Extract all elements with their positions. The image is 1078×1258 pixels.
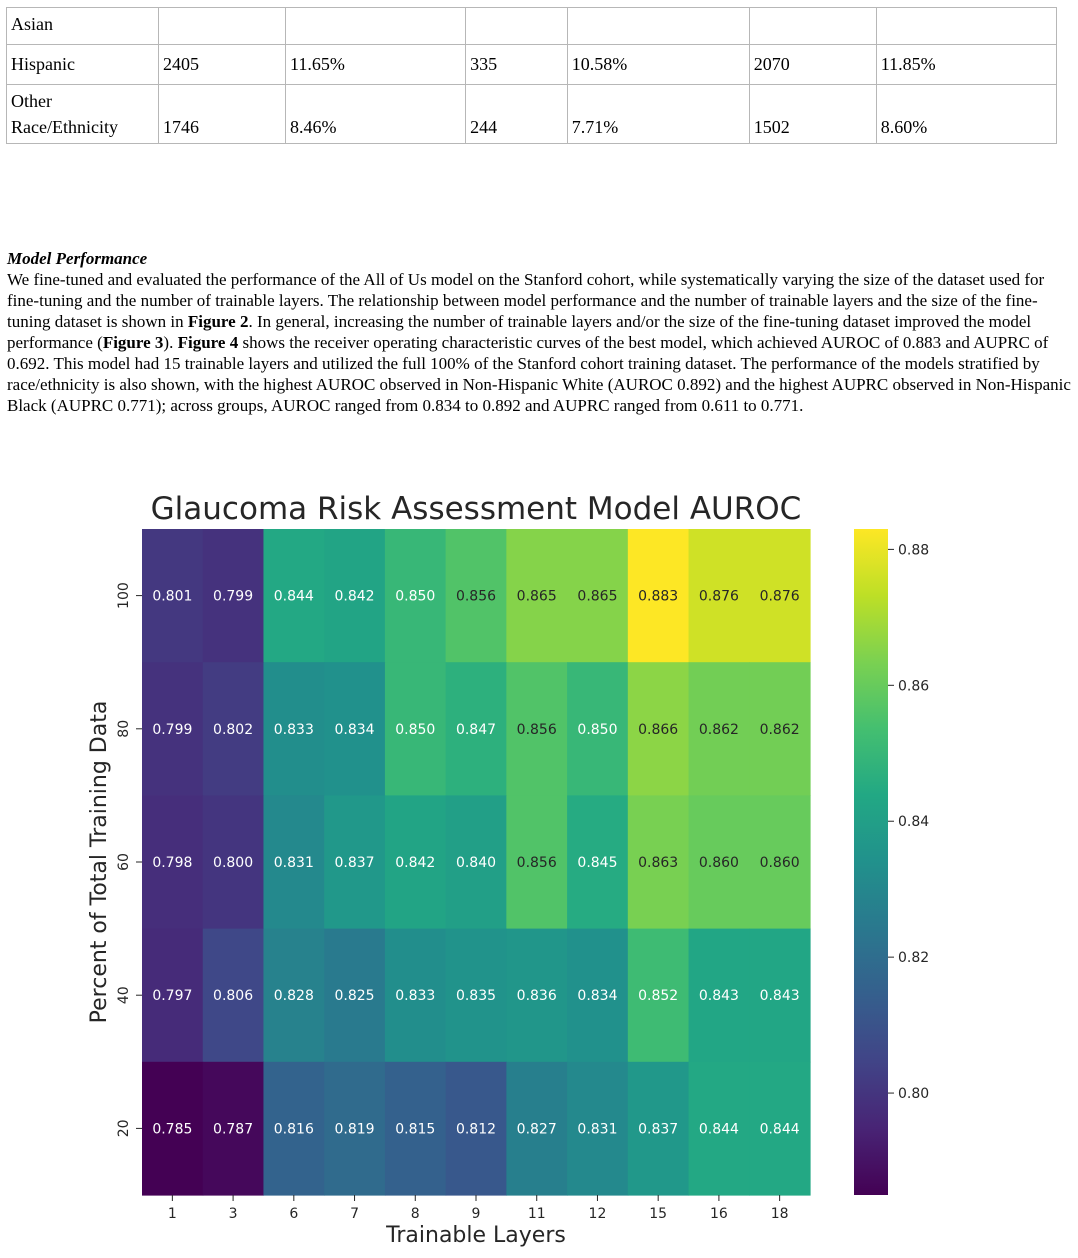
table-row <box>7 85 1057 144</box>
x-tick-label: 16 <box>709 1206 728 1222</box>
paragraph-text: ). <box>163 333 178 352</box>
table-cell: 335 <box>466 45 568 85</box>
y-tick-label: 100 <box>116 582 132 609</box>
cell-value-label: 0.876 <box>759 588 800 605</box>
section-paragraph <box>7 269 1073 416</box>
cell-value-label: 0.828 <box>273 988 314 1005</box>
x-tick-label: 8 <box>410 1206 420 1222</box>
cell-value-label: 0.845 <box>577 855 618 871</box>
figure-2-ref: Figure 2 <box>187 312 249 331</box>
cell-value-label: 0.837 <box>334 855 375 871</box>
table-cell <box>159 8 286 45</box>
cell-value-label: 0.883 <box>638 588 679 605</box>
cell-value-label: 0.844 <box>759 1121 800 1138</box>
cell-value-label: 0.801 <box>152 588 193 605</box>
cell-value-label: 0.802 <box>213 721 254 738</box>
cell-value-label: 0.827 <box>516 1121 557 1138</box>
cell-value-label: 0.785 <box>152 1121 193 1138</box>
cell-value-label: 0.844 <box>698 1121 739 1138</box>
cell-value-label: 0.833 <box>395 988 436 1005</box>
demographics-table <box>6 7 1057 144</box>
table-cell <box>466 8 568 45</box>
cell-value-label: 0.847 <box>455 721 497 738</box>
x-tick-label: 6 <box>289 1206 299 1222</box>
x-tick-label: 7 <box>350 1206 360 1222</box>
cell-value-label: 0.852 <box>638 988 679 1005</box>
table-cell: 7.71% <box>567 85 749 144</box>
cell-value-label: 0.835 <box>455 988 497 1005</box>
cell-value-label: 0.843 <box>759 988 800 1005</box>
table-cell: 244 <box>466 85 568 144</box>
y-axis-title: Percent of Total Training Data <box>87 700 112 1024</box>
cell-value-label: 0.862 <box>759 721 800 738</box>
cell-value-label: 0.799 <box>213 588 254 605</box>
cell-value-label: 0.800 <box>213 855 254 871</box>
y-tick-label: 40 <box>116 986 132 1005</box>
table-cell: 2405 <box>159 45 286 85</box>
cell-value-label: 0.865 <box>577 588 618 605</box>
cell-value-label: 0.842 <box>395 855 436 871</box>
cell-value-label: 0.834 <box>334 721 375 738</box>
cell-value-label: 0.816 <box>273 1121 314 1138</box>
cell-value-label: 0.825 <box>334 988 375 1005</box>
x-tick-label: 3 <box>228 1206 238 1222</box>
cell-value-label: 0.842 <box>334 588 375 605</box>
table-cell: 11.85% <box>876 45 1056 85</box>
cell-value-label: 0.831 <box>273 855 314 871</box>
cell-value-label: 0.837 <box>638 1121 679 1138</box>
paragraph-text: shows the receiver operating characteristic curves of the best model, which achieved AUROC of 0.883 and AUPRC of 0.692. This model had 15 trainable layers and utilized the full 100% of the Stanford cohort training dataset. The performance of the models stratified by race/ethnicity is also shown, with the highest AUROC observed in Non-Hispanic White (AUROC 0.892) and the highest AUPRC observed in Non-Hispanic Black (AUPRC 0.771); across groups, AUROC ranged from 0.834 to 0.892 and AUPRC ranged from 0.611 to 0.771. <box>7 333 1071 415</box>
auroc-heatmap-figure <box>0 480 1078 1258</box>
chart-title: Glaucoma Risk Assessment Model AUROC <box>150 491 802 527</box>
cell-value-label: 0.850 <box>395 588 436 605</box>
row-label: Asian <box>7 8 159 45</box>
table-cell <box>876 8 1056 45</box>
table-cell: 10.58% <box>567 45 749 85</box>
cell-value-label: 0.840 <box>455 855 497 871</box>
cell-value-label: 0.831 <box>577 1121 618 1138</box>
table-cell: 2070 <box>749 45 876 85</box>
x-tick-label: 11 <box>527 1206 546 1222</box>
cell-value-label: 0.806 <box>213 988 254 1005</box>
y-tick-label: 60 <box>116 853 132 871</box>
cell-value-label: 0.856 <box>516 855 557 871</box>
cell-value-label: 0.863 <box>638 855 679 871</box>
table-cell: 1502 <box>749 85 876 144</box>
cell-value-label: 0.798 <box>152 855 193 871</box>
table-cell <box>749 8 876 45</box>
x-tick-label: 9 <box>471 1206 481 1222</box>
table-cell <box>567 8 749 45</box>
cell-value-label: 0.819 <box>334 1121 375 1138</box>
x-tick-label: 12 <box>588 1206 607 1222</box>
cell-value-label: 0.866 <box>638 721 679 738</box>
cell-value-label: 0.812 <box>455 1121 497 1138</box>
table-row <box>7 8 1057 45</box>
table-cell: 11.65% <box>286 45 466 85</box>
colorbar-tick-label: 0.88 <box>898 542 930 559</box>
colorbar <box>854 529 888 1195</box>
row-label: Other Race/Ethnicity <box>7 85 159 144</box>
cell-value-label: 0.862 <box>698 721 739 738</box>
colorbar-tick-label: 0.80 <box>898 1086 930 1103</box>
table-cell: 8.60% <box>876 85 1056 144</box>
cell-value-label: 0.815 <box>395 1121 436 1138</box>
section-heading: Model Performance <box>7 249 148 268</box>
model-performance-section <box>7 249 1073 416</box>
y-tick-label: 80 <box>116 719 132 738</box>
cell-value-label: 0.843 <box>698 988 739 1005</box>
colorbar-tick-label: 0.86 <box>898 678 930 695</box>
x-axis-title: Trainable Layers <box>386 1223 566 1248</box>
figure-3-ref: Figure 3 <box>102 333 164 352</box>
x-tick-label: 15 <box>649 1206 668 1222</box>
cell-value-label: 0.860 <box>698 855 739 871</box>
y-tick-label: 20 <box>116 1119 132 1138</box>
cell-value-label: 0.787 <box>213 1121 254 1138</box>
colorbar-tick-label: 0.82 <box>898 950 930 967</box>
row-label: Hispanic <box>7 45 159 85</box>
cell-value-label: 0.856 <box>455 588 497 605</box>
x-tick-label: 1 <box>167 1206 177 1222</box>
cell-value-label: 0.799 <box>152 721 193 738</box>
cell-value-label: 0.844 <box>273 588 314 605</box>
table-cell <box>286 8 466 45</box>
table-row <box>7 45 1057 85</box>
cell-value-label: 0.876 <box>698 588 739 605</box>
cell-value-label: 0.834 <box>577 988 618 1005</box>
cell-value-label: 0.860 <box>759 855 800 871</box>
cell-value-label: 0.797 <box>152 988 193 1005</box>
cell-value-label: 0.850 <box>395 721 436 738</box>
x-tick-label: 18 <box>770 1206 789 1222</box>
cell-value-label: 0.850 <box>577 721 618 738</box>
colorbar-tick-label: 0.84 <box>898 814 930 831</box>
paragraph-text: . In general, increasing the number of trainable layers and/or the size of the fine-tuning dataset improved the model performance ( <box>7 312 1032 352</box>
cell-value-label: 0.836 <box>516 988 557 1005</box>
cell-value-label: 0.856 <box>516 721 557 738</box>
table-cell: 1746 <box>159 85 286 144</box>
table-cell: 8.46% <box>286 85 466 144</box>
cell-value-label: 0.865 <box>516 588 557 605</box>
cell-value-label: 0.833 <box>273 721 314 738</box>
paragraph-text: We fine-tuned and evaluated the performance of the All of Us model on the Stanford cohort, while systematically varying the size of the dataset used for fine-tuning and the number of trainable layers. The relationship between model performance and the number of trainable layers and the size of the fine-tuning dataset is shown in <box>7 270 1045 331</box>
figure-4-ref: Figure 4 <box>177 333 239 352</box>
